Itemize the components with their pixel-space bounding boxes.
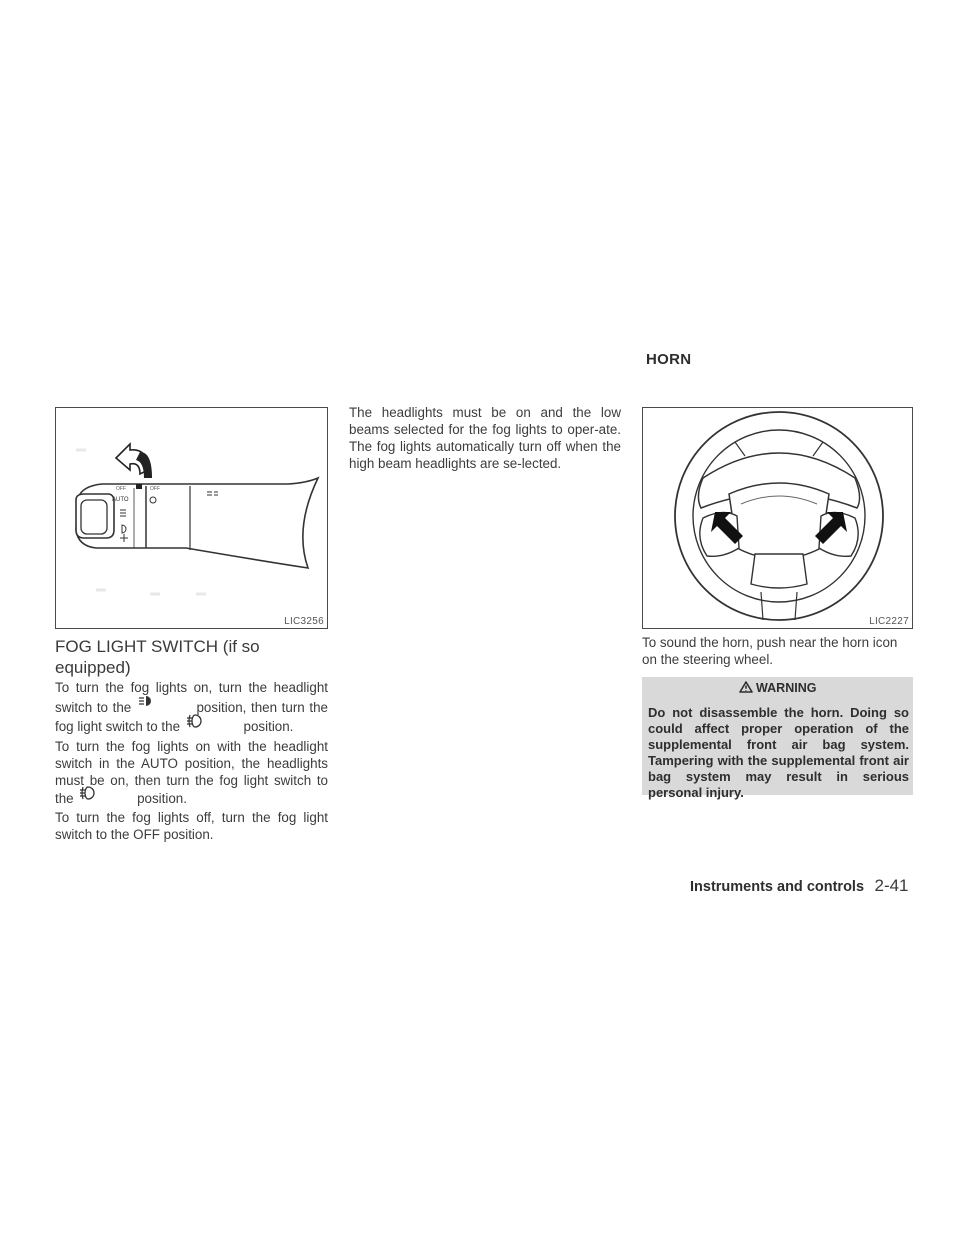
fog-light-icon [77,789,133,805]
fog-light-switch-figure [55,407,328,629]
figure-code: LIC2227 [869,616,909,627]
warning-text: Do not disassemble the horn. Doing so could affect proper operation of the supplemental front air bag system. Tampering with the supplemental front air bag system may result in serious personal injury. [648,705,909,800]
steering-wheel-illustration [643,408,914,630]
fog-light-icon [184,717,240,733]
fog-paragraph-2: To turn the fog lights on with the headlight switch in the AUTO position, the headlights must be on, then turn the fog light switch to the position. [55,738,328,806]
warning-header [642,677,913,699]
fog-switch-illustration [56,408,329,630]
page-number: 2-41 [874,876,909,895]
footer-section-title: Instruments and controls [690,879,865,895]
figure-code: LIC3256 [284,616,324,627]
fog-title-line2: equipped) [55,658,131,677]
horn-heading: HORN [646,351,692,368]
fog-paragraph-3: To turn the fog lights off, turn the fog light switch to the OFF position. [55,809,328,842]
fog-title-line1: FOG LIGHT SWITCH (if so [55,637,260,656]
auto-label: AUTO [112,497,129,503]
horn-figure [642,407,913,629]
horn-body [642,634,913,668]
fog-section-title [55,636,328,678]
warning-triangle-icon [739,681,753,693]
horn-paragraph: To sound the horn, push near the horn icon on the steering wheel. [642,635,898,667]
warning-box [642,677,913,800]
off-label-1: OFF [116,486,126,492]
middle-paragraph: The headlights must be on and the low beams selected for the fog lights to oper-ate. The fog lights automatically turn off when the high beam headlights are se-lected. [349,405,621,471]
fog-paragraph-1: To turn the fog lights on, turn the headlight switch to the position, then turn the fog light switch to the position. [55,680,328,734]
fog-section-body [55,679,328,843]
off-label-2: OFF [150,486,160,492]
middle-column [349,404,621,472]
warning-title: WARNING [756,681,817,695]
page-footer [690,876,916,896]
low-beam-icon [136,698,192,714]
